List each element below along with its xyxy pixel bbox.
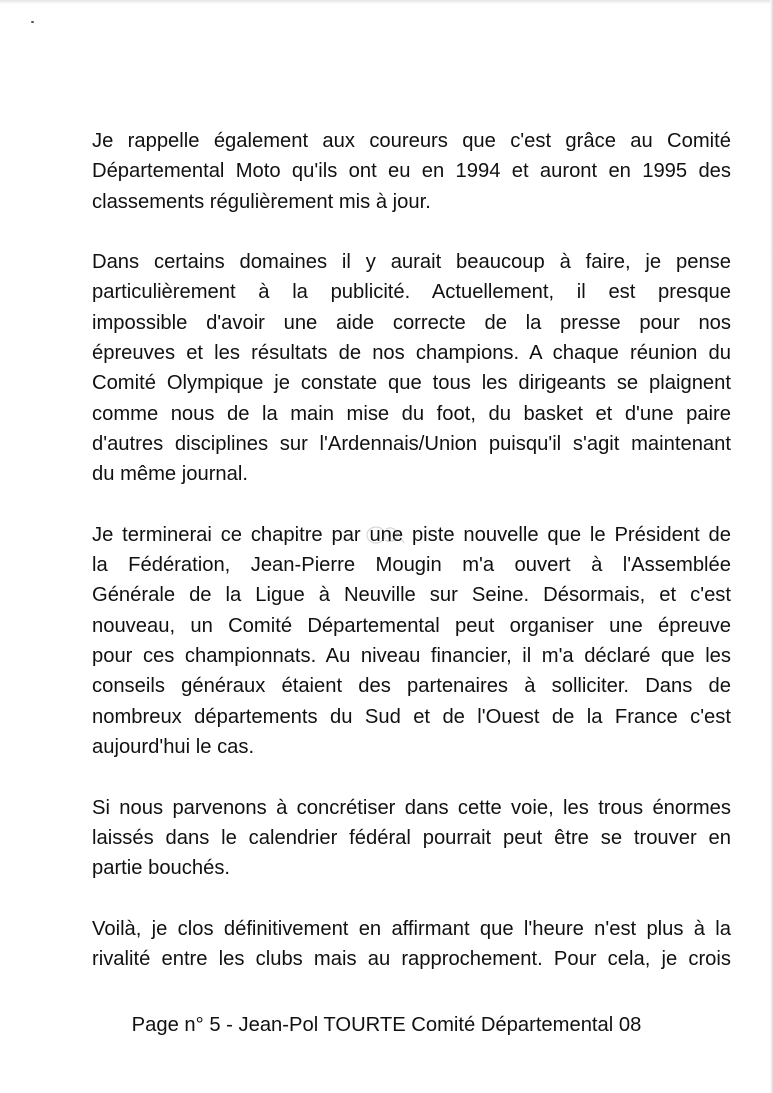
text-line: Comité Olympique je constate que tous les dirigeants se plaignent — [92, 372, 731, 395]
paragraph-4 — [92, 793, 731, 884]
scan-speck — [31, 21, 34, 23]
text-line: Je terminerai ce chapitre par une piste nouvelle que le Président de — [92, 523, 731, 546]
text-line: Voilà, je clos définitivement en affirmant que l'heure n'est plus à la — [92, 917, 731, 940]
text-line: d'autres disciplines sur l'Ardennais/Union puisqu'il s'agit maintenant — [92, 432, 731, 455]
paragraph-5 — [92, 914, 731, 975]
text-line: pour ces championnats. Au niveau financier, il m'a déclaré que les — [92, 645, 731, 668]
text-line: rivalité entre les clubs mais au rapprochement. Pour cela, je crois — [92, 948, 731, 971]
text-line: Si nous parvenons à concrétiser dans cette voie, les trous énormes — [92, 796, 731, 819]
text-line: particulièrement à la publicité. Actuellement, il est presque — [92, 281, 731, 304]
text-line: laissés dans le calendrier fédéral pourrait peut être se trouver en — [92, 826, 731, 849]
text-line: partie bouchés. — [92, 857, 231, 880]
text-line: impossible d'avoir une aide correcte de la presse pour nos — [92, 311, 731, 334]
text-line: Dans certains domaines il y aurait beaucoup à faire, je pense — [92, 251, 731, 274]
text-line: épreuves et les résultats de nos champions. A chaque réunion du — [92, 342, 731, 365]
text-line: Départemental Moto qu'ils ont eu en 1994 et auront en 1995 des — [92, 160, 731, 183]
paragraph-2 — [92, 247, 731, 489]
text-line: aujourd'hui le cas. — [92, 735, 255, 758]
text-line: du même journal. — [92, 463, 248, 486]
paragraph-1 — [92, 126, 731, 217]
text-line: la Fédération, Jean-Pierre Mougin m'a ouvert à l'Assemblée — [92, 554, 731, 577]
text-line: classements régulièrement mis à jour. — [92, 190, 431, 213]
text-line: conseils généraux étaient des partenaires à solliciter. Dans de — [92, 675, 731, 698]
page-footer: Page n° 5 - Jean-Pol TOURTE Comité Départemental 08 — [131, 1014, 642, 1036]
text-line: Je rappelle également aux coureurs que c'est grâce au Comité — [92, 130, 731, 152]
text-line: Générale de la Ligue à Neuville sur Seine. Désormais, et c'est — [92, 584, 731, 607]
text-line: nouveau, un Comité Départemental peut organiser une épreuve — [92, 614, 731, 637]
scan-edge-top — [0, 0, 773, 4]
faint-stamp-mark — [358, 521, 412, 557]
text-line: nombreux départements du Sud et de l'Ouest de la France c'est — [92, 705, 731, 728]
text-line: comme nous de la main mise du foot, du basket et d'une paire — [92, 402, 731, 425]
